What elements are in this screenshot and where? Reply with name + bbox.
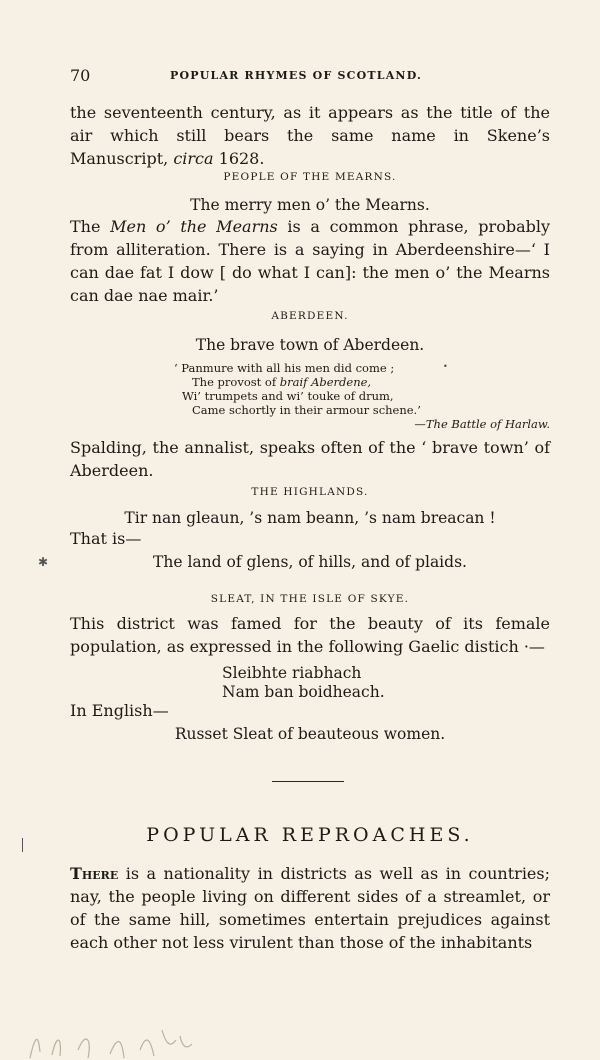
running-title: POPULAR RHYMES OF SCOTLAND. bbox=[170, 69, 423, 82]
heading-sleat: SLEAT, IN THE ISLE OF SKYE. bbox=[210, 593, 410, 605]
paragraph-seventeenth-century bbox=[70, 101, 550, 170]
quote-line: Wi’ trumpets and wi’ touke of drum, bbox=[182, 389, 394, 403]
heading-the-highlands: THE HIGHLANDS. bbox=[251, 486, 369, 498]
paragraph-sleat: This district was famed for the beauty of its female population, as expressed in the following Gaelic distich ·— bbox=[70, 614, 550, 656]
page-number: 70 bbox=[70, 66, 91, 85]
quote-line bbox=[174, 375, 421, 389]
paragraph-text: is a common phrase, probably from alliteration. There is a saying in Aberdeenshire—‘ I can dae fat I dow [ do what I can]: the men o’ the Mearns can dae nae mair.’ bbox=[70, 217, 550, 305]
gaelic-distich bbox=[222, 664, 385, 702]
verse-english-highlands: The land of glens, of hills, and of plaids. bbox=[153, 553, 467, 571]
label-in-english: In English— bbox=[70, 701, 169, 720]
paragraph-men-of-the-mearns bbox=[70, 215, 550, 307]
heading-people-of-the-mearns: PEOPLE OF THE MEARNS. bbox=[223, 171, 397, 183]
verse-english-translation: Russet Sleat of beauteous women. bbox=[174, 725, 446, 743]
heading-aberdeen: ABERDEEN. bbox=[271, 310, 349, 322]
ballad-quote bbox=[174, 361, 421, 417]
italic-text: circa bbox=[173, 149, 214, 168]
page-header bbox=[70, 66, 550, 86]
label-that-is: That is— bbox=[70, 529, 142, 548]
verse-brave-town: The brave town of Aberdeen. bbox=[195, 336, 425, 354]
verse-merry-men: The merry men o’ the Mearns. bbox=[190, 196, 430, 214]
paragraph-spalding: Spalding, the annalist, speaks often of the ‘ brave town’ of Aberdeen. bbox=[70, 438, 550, 480]
quote-italic: braif Aberdene, bbox=[279, 375, 372, 389]
paragraph-nationality bbox=[70, 862, 550, 954]
italic-text: Men o’ the Mearns bbox=[110, 217, 278, 236]
section-divider bbox=[272, 781, 344, 782]
paragraph-text: 1628. bbox=[213, 149, 265, 168]
quote-text: The provost of bbox=[192, 375, 280, 389]
stray-dot: • bbox=[443, 362, 448, 371]
smallcaps-lead: There bbox=[70, 864, 119, 883]
quote-line: Came schortly in their armour schene.’ bbox=[192, 403, 421, 417]
paragraph-text: is a nationality in districts as well as in countries; nay, the people living on different sides of a streamlet, or of the same hill, sometimes entertain prejudices against each other not less virulent than those of the inhabitants bbox=[70, 864, 550, 952]
verse-gaelic-highlands: Tir nan gleaun, ’s nam beann, ’s nam breacan ! bbox=[124, 509, 496, 527]
gaelic-line: Nam ban boidheach. bbox=[222, 683, 385, 701]
section-title: POPULAR REPROACHES. bbox=[146, 824, 474, 846]
paragraph-text: the seventeenth century, as it appears as the title of the air which still bears the same name in Skene’s Manuscript, bbox=[70, 103, 550, 168]
quote-attribution: —The Battle of Harlaw. bbox=[414, 417, 550, 431]
paragraph-text: The bbox=[70, 217, 111, 236]
gaelic-line: Sleibhte riabhach bbox=[222, 664, 362, 682]
star-mark: ✱ bbox=[38, 555, 49, 569]
margin-mark bbox=[22, 838, 23, 852]
quote-line: ‘ Panmure with all his men did come ; bbox=[174, 361, 395, 375]
pencil-scrawl bbox=[0, 1000, 600, 1060]
